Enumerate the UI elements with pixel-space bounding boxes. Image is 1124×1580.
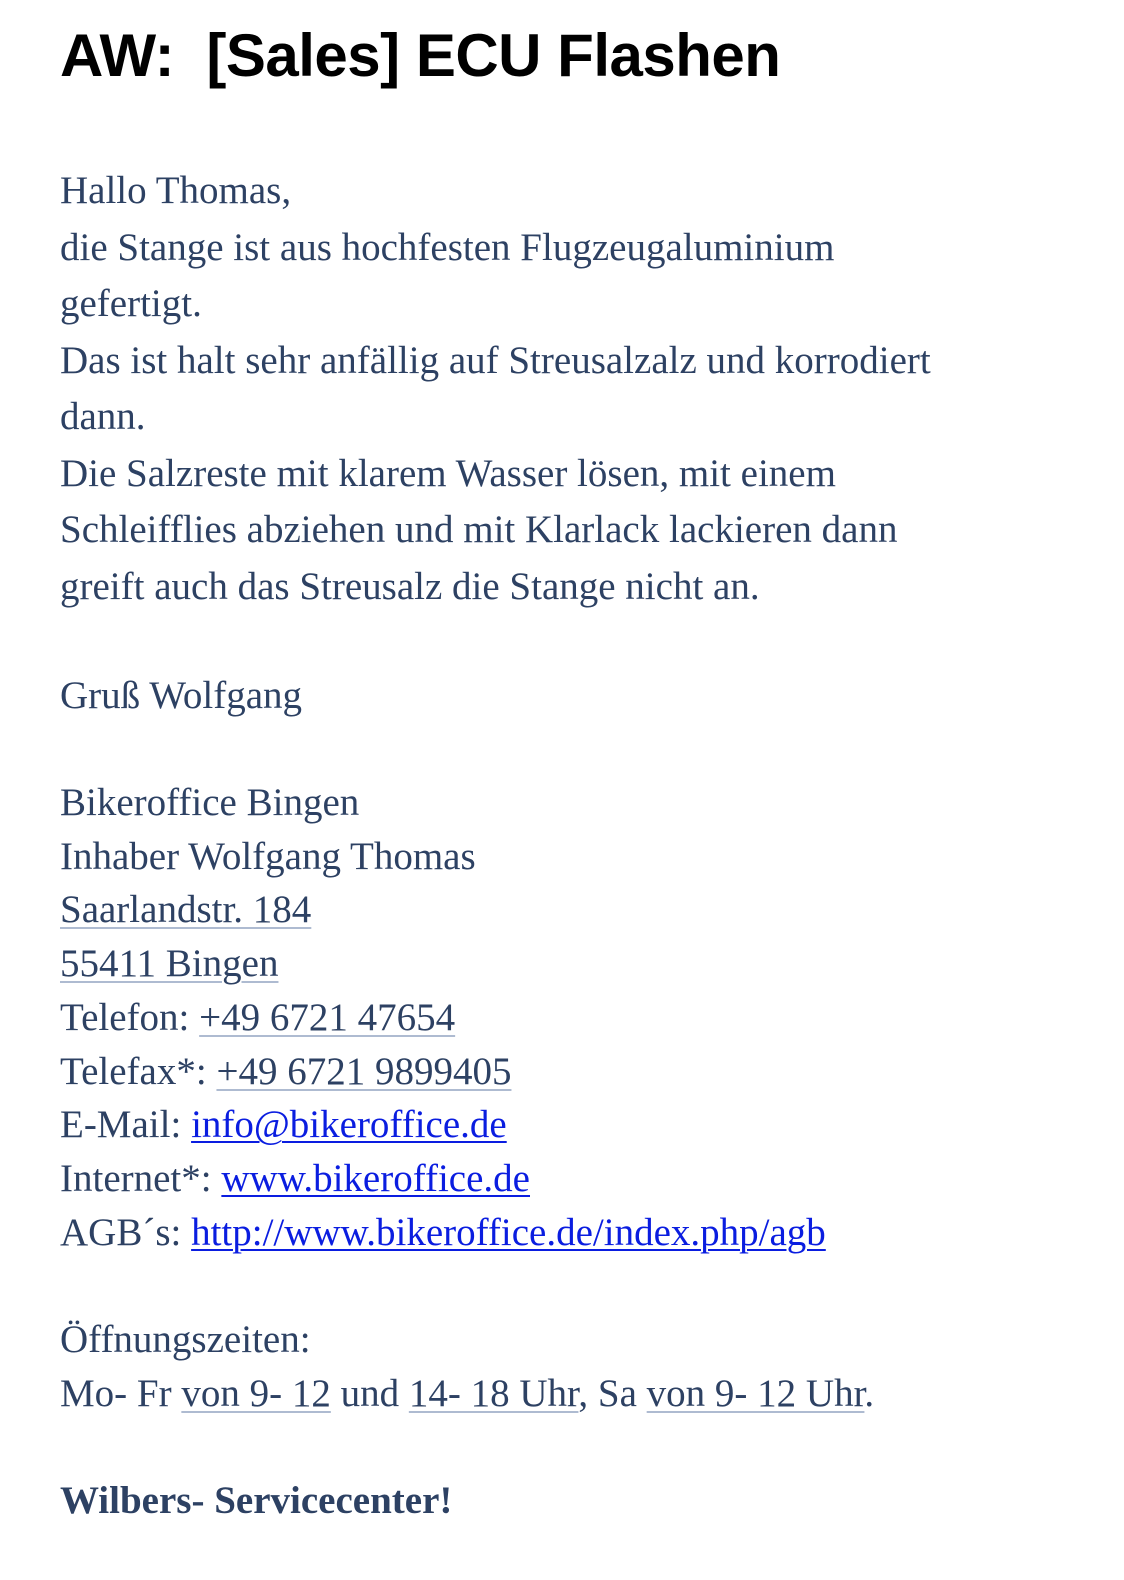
email-link[interactable]: info@bikeroffice.de	[191, 1103, 507, 1147]
company-name: Bikeroffice Bingen	[60, 781, 360, 825]
message-paragraph	[60, 163, 1100, 615]
email-body	[60, 163, 1100, 1528]
fax-label: Telefax*:	[60, 1049, 217, 1093]
message-line: Die Salzreste mit klarem Wasser lösen, mit einem	[60, 451, 836, 495]
hours-time-saturday-link[interactable]: von 9- 12 Uhr	[646, 1371, 865, 1415]
hours-and: und	[330, 1371, 409, 1415]
email-subject: AW: [Sales] ECU Flashen	[60, 22, 781, 89]
street-link[interactable]: Saarlandstr. 184	[60, 888, 312, 932]
internet-label: Internet*:	[60, 1157, 222, 1200]
website-link[interactable]: www.bikeroffice.de	[221, 1157, 530, 1200]
servicecenter-text: Wilbers- Servicecenter!	[60, 1479, 453, 1523]
phone-link[interactable]: +49 6721 47654	[199, 995, 456, 1039]
agb-link[interactable]: http://www.bikeroffice.de/index.php/agb	[191, 1210, 826, 1254]
owner-name: Inhaber Wolfgang Thomas	[60, 834, 476, 878]
signature-block	[60, 615, 1100, 1528]
agb-label: AGB´s:	[60, 1210, 192, 1254]
message-line: gefertigt.	[60, 282, 202, 325]
message-line: greift auch das Streusalz die Stange nicht an.	[60, 564, 760, 608]
hours-time-afternoon-link[interactable]: 14- 18 Uhr	[408, 1371, 579, 1415]
phone-label: Telefon:	[60, 995, 200, 1039]
message-line: dann.	[60, 395, 146, 438]
opening-hours	[60, 1367, 1100, 1421]
closing: Gruß Wolfgang	[60, 673, 303, 717]
hours-heading: Öffnungszeiten:	[60, 1318, 311, 1362]
fax-link[interactable]: +49 6721 9899405	[216, 1049, 512, 1093]
hours-end: .	[864, 1371, 875, 1415]
email-label: E-Mail:	[60, 1103, 192, 1147]
city-link[interactable]: 55411 Bingen	[60, 942, 279, 986]
message-line: Schleifflies abziehen und mit Klarlack lackieren dann	[60, 508, 898, 551]
message-line: Das ist halt sehr anfällig auf Streusalzalz und korrodiert	[60, 338, 931, 382]
hours-time-morning-link[interactable]: von 9- 12	[181, 1371, 331, 1415]
hours-days-weekday: Mo- Fr	[60, 1371, 182, 1415]
hours-days-saturday: , Sa	[578, 1371, 647, 1415]
greeting: Hallo Thomas,	[60, 169, 292, 212]
message-line: die Stange ist aus hochfesten Flugzeugaluminium	[60, 225, 835, 269]
